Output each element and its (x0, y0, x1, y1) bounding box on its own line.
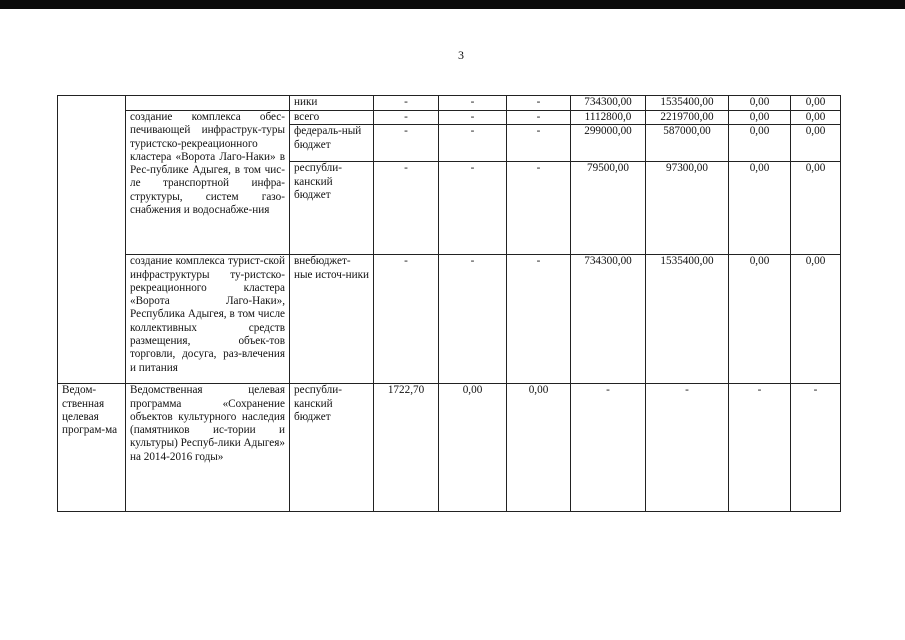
empty-cell (58, 96, 126, 384)
table-row (58, 96, 841, 111)
table-row (58, 111, 841, 125)
value-cell: - (571, 384, 646, 512)
value-cell: 1535400,00 (646, 255, 729, 384)
value-cell: - (729, 384, 791, 512)
description-cell: создание комплекса обес-печивающей инфраструк-туры туристско-рекреационного кластера «Ворота Лаго-Наки» в Рес-публике Адыгея, в том чис-ле транспортной инфра-структуры, систем газо-снабжения и водоснабже-ния (126, 111, 290, 255)
value-cell: - (507, 255, 571, 384)
value-cell: 734300,00 (571, 96, 646, 111)
value-cell: - (507, 96, 571, 111)
table-row (58, 255, 841, 384)
funding-source-cell: федераль-ный бюджет (290, 125, 374, 162)
value-cell: - (374, 162, 439, 255)
value-cell: 0,00 (729, 111, 791, 125)
value-cell: 0,00 (791, 255, 841, 384)
value-cell: 0,00 (729, 162, 791, 255)
table-row (58, 384, 841, 512)
value-cell: - (507, 111, 571, 125)
value-cell: - (439, 111, 507, 125)
value-cell: - (374, 96, 439, 111)
value-cell: - (374, 125, 439, 162)
value-cell: - (439, 125, 507, 162)
value-cell: 0,00 (791, 162, 841, 255)
value-cell: 1112800,0 (571, 111, 646, 125)
value-cell: 0,00 (439, 384, 507, 512)
funding-source-cell: ники (290, 96, 374, 111)
program-type-cell: Ведом-ственная целевая програм-ма (58, 384, 126, 512)
budget-table (57, 95, 841, 512)
value-cell: 299000,00 (571, 125, 646, 162)
value-cell: - (439, 96, 507, 111)
value-cell: 1535400,00 (646, 96, 729, 111)
value-cell: 587000,00 (646, 125, 729, 162)
value-cell: - (791, 384, 841, 512)
value-cell: 0,00 (791, 125, 841, 162)
value-cell: 0,00 (729, 255, 791, 384)
value-cell: 0,00 (507, 384, 571, 512)
value-cell: 1722,70 (374, 384, 439, 512)
scan-top-band (0, 0, 905, 9)
value-cell: - (374, 255, 439, 384)
value-cell: 734300,00 (571, 255, 646, 384)
funding-source-cell: внебюджет-ные источ-ники (290, 255, 374, 384)
empty-cell (126, 96, 290, 111)
value-cell: - (439, 255, 507, 384)
value-cell: 2219700,00 (646, 111, 729, 125)
value-cell: - (646, 384, 729, 512)
value-cell: - (439, 162, 507, 255)
value-cell: 0,00 (791, 111, 841, 125)
value-cell: 0,00 (791, 96, 841, 111)
description-cell: создание комплекса турист-ской инфраструктуры ту-ристско-рекреационного кластера «Ворота Лаго-Наки», Республика Адыгея, в том числе коллективных средств размещения, объек-тов торговли, досуга, раз-влечения и питания (126, 255, 290, 384)
funding-source-cell: всего (290, 111, 374, 125)
page-number: 3 (458, 48, 464, 62)
funding-source-cell: республи-канский бюджет (290, 162, 374, 255)
funding-source-cell: республи-канский бюджет (290, 384, 374, 512)
value-cell: 0,00 (729, 96, 791, 111)
value-cell: - (507, 125, 571, 162)
value-cell: - (374, 111, 439, 125)
value-cell: - (507, 162, 571, 255)
value-cell: 79500,00 (571, 162, 646, 255)
value-cell: 0,00 (729, 125, 791, 162)
value-cell: 97300,00 (646, 162, 729, 255)
description-cell: Ведомственная целевая программа «Сохранение объектов культурного наследия (памятников ис-тории и культуры) Респуб-лики Адыгея» на 2014-2016 годы» (126, 384, 290, 512)
